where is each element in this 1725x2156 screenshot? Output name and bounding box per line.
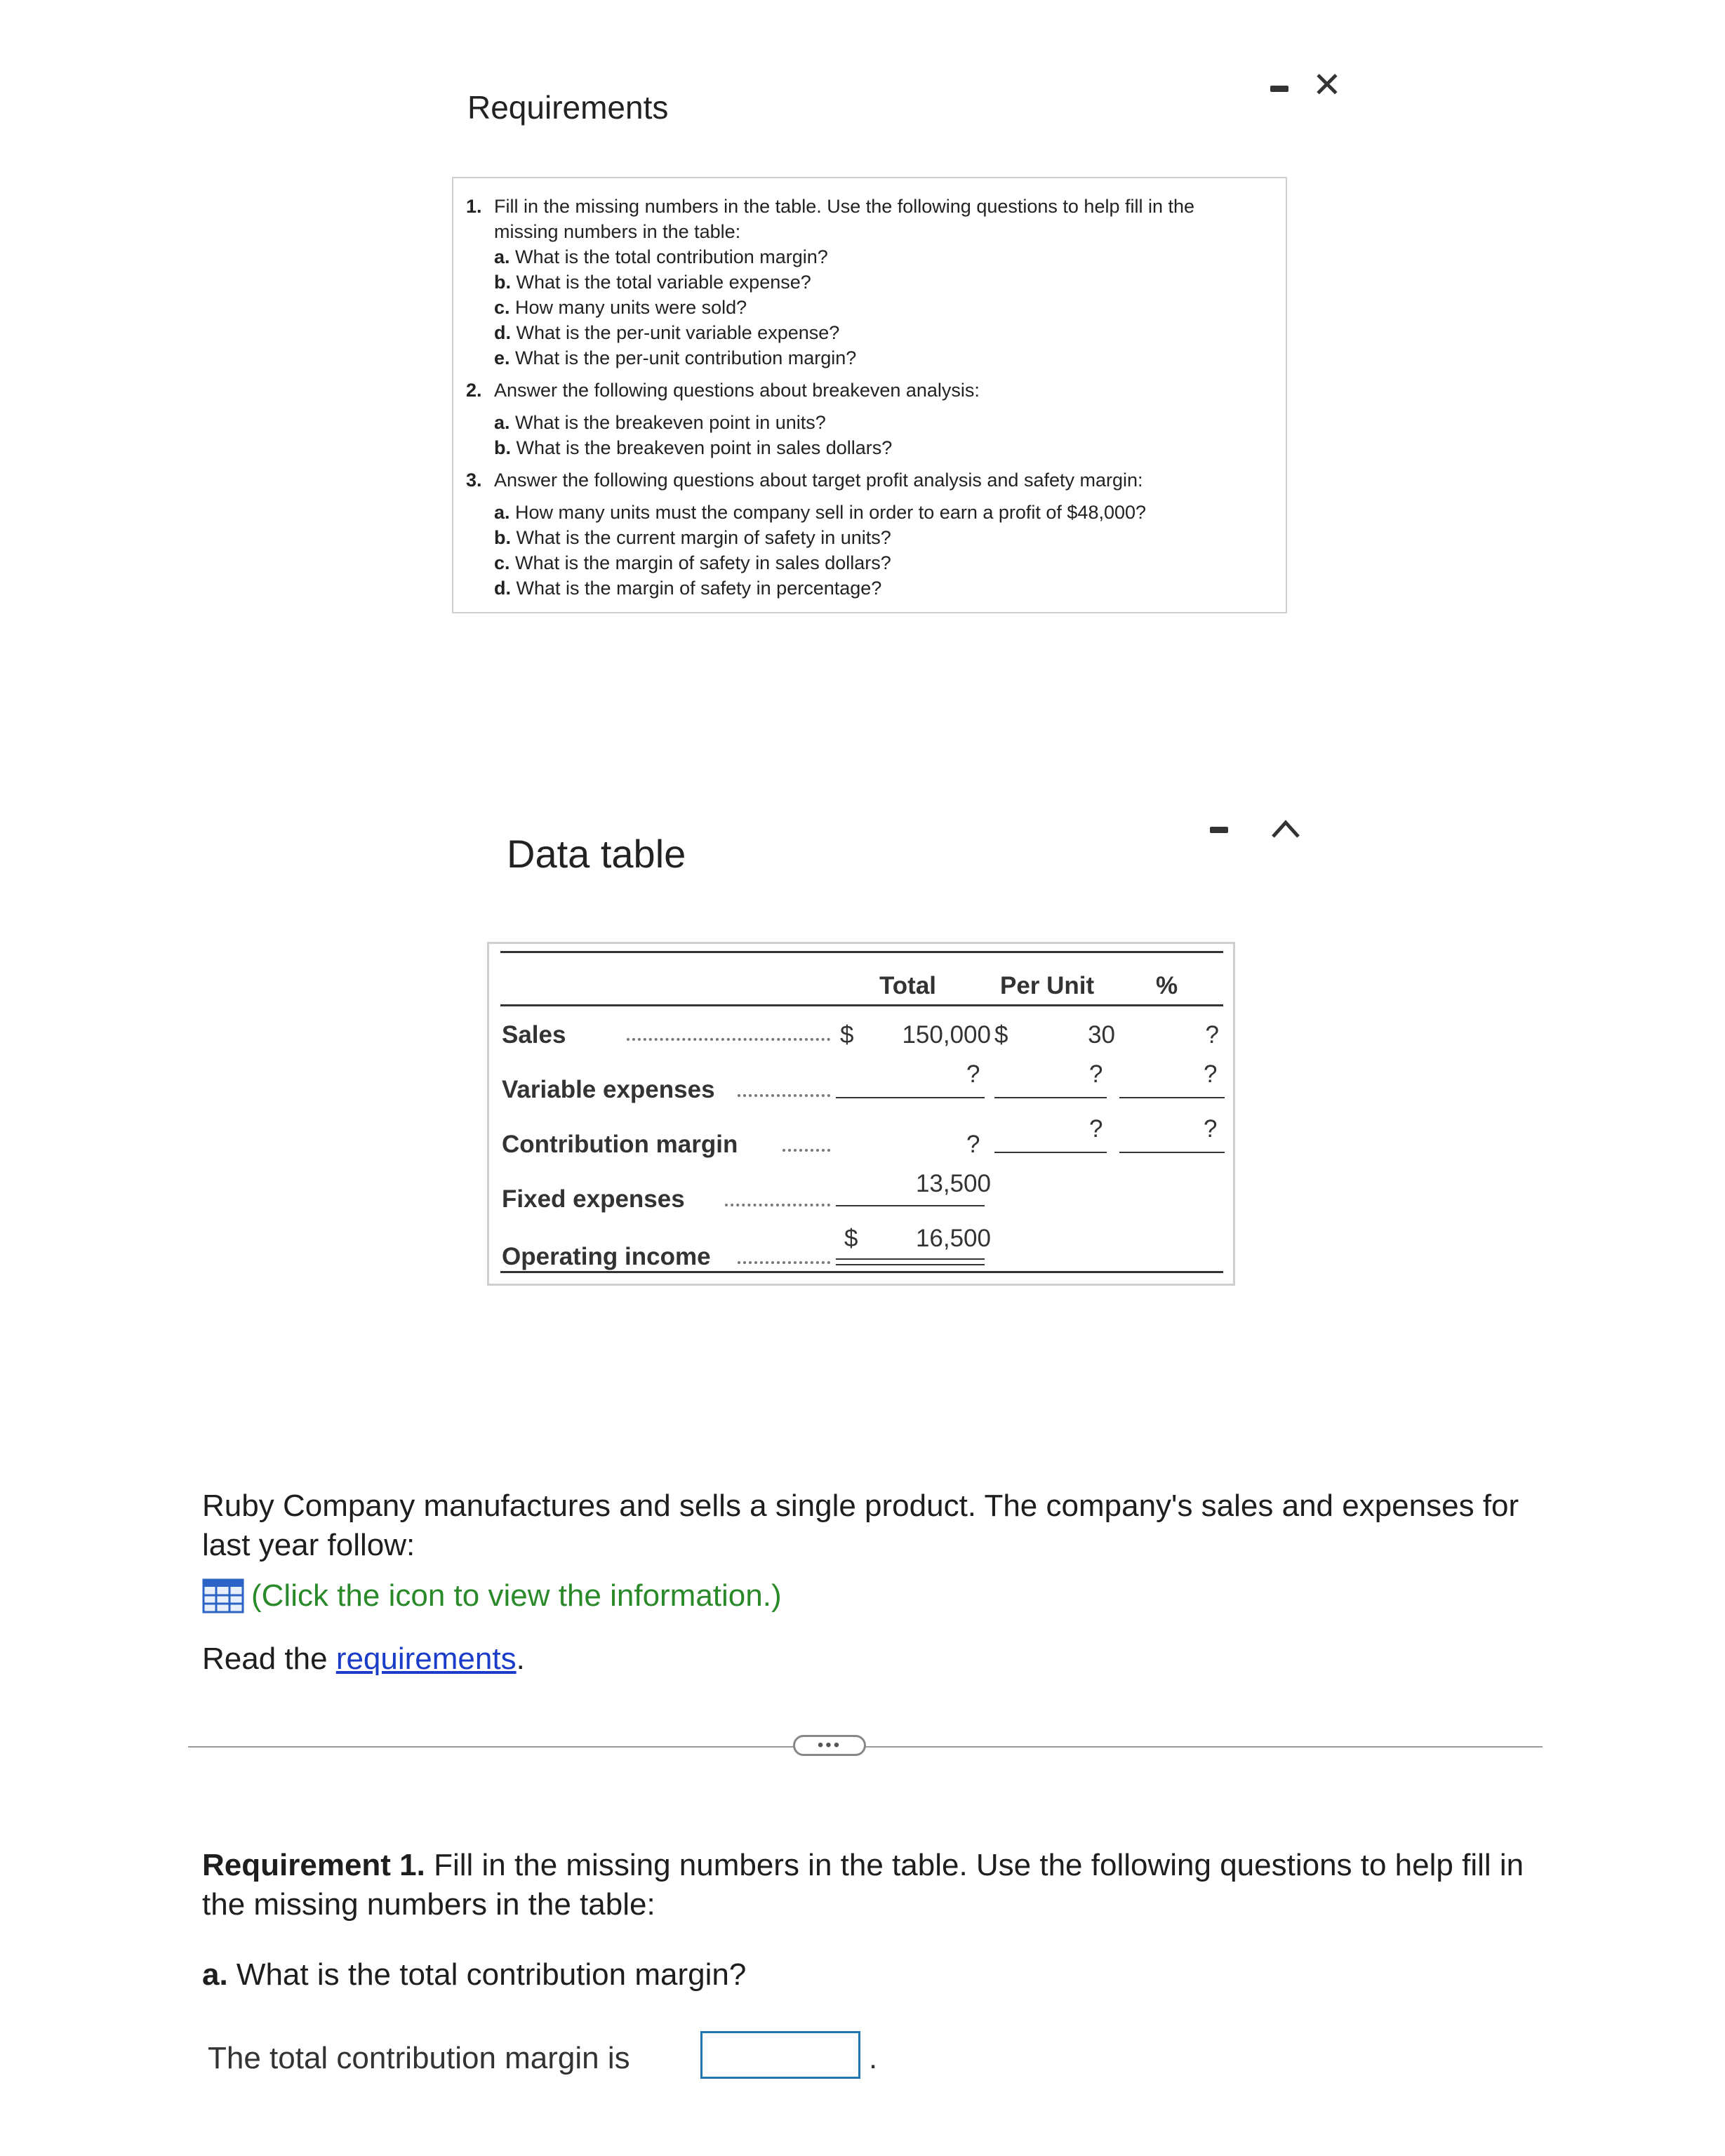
requirement-1-prompt xyxy=(202,1846,1536,1924)
requirement-subitem: d. What is the per-unit variable expense? xyxy=(494,322,840,343)
header-percent: % xyxy=(1156,972,1178,999)
row-label-fixed-expenses: Fixed expenses xyxy=(502,1185,685,1213)
requirement-number: 2. xyxy=(466,380,482,401)
sales-total: 150,000 xyxy=(902,1021,991,1049)
requirement-subitem: c. What is the margin of safety in sales dollars? xyxy=(494,552,891,573)
contribution-per-unit: ? xyxy=(1089,1115,1103,1143)
requirement-text: Fill in the missing numbers in the table. Use the following questions to help fill in the missing numbers in the table: xyxy=(494,196,1195,242)
requirement-subitem: a. What is the total contribution margin? xyxy=(494,246,828,267)
question-a-letter: a. xyxy=(202,1957,228,1992)
header-per-unit: Per Unit xyxy=(1000,972,1095,999)
requirement-text: Answer the following questions about target profit analysis and safety margin: xyxy=(494,470,1143,491)
minimize-icon[interactable] xyxy=(1270,86,1288,92)
question-a xyxy=(202,1955,746,1995)
requirement-item xyxy=(466,467,1286,493)
operating-currency: $ xyxy=(844,1225,858,1252)
requirement-subitem: c. How many units were sold? xyxy=(494,297,747,318)
requirement-number: 1. xyxy=(466,196,482,217)
data-table-title: Data table xyxy=(507,832,686,876)
requirement-1-text: Fill in the missing numbers in the table. Use the following questions to help fill in the missing numbers in the table: xyxy=(202,1848,1524,1922)
answer-suffix: . xyxy=(869,2041,878,2075)
sales-currency: $ xyxy=(840,1021,854,1049)
sales-percent: ? xyxy=(1205,1021,1219,1049)
click-info-text[interactable]: (Click the icon to view the information.) xyxy=(251,1578,782,1613)
requirement-subitem: d. What is the margin of safety in percentage? xyxy=(494,578,882,599)
operating-total: 16,500 xyxy=(915,1225,991,1252)
expand-button[interactable]: ••• xyxy=(793,1735,866,1756)
read-prefix: Read the xyxy=(202,1642,336,1676)
row-label-operating-income: Operating income xyxy=(502,1243,711,1270)
view-information-link[interactable] xyxy=(202,1576,782,1616)
row-label-variable-expenses: Variable expenses xyxy=(502,1076,715,1103)
requirement-item xyxy=(466,194,1286,244)
row-label-sales: Sales xyxy=(502,1021,566,1049)
row-label-contribution-margin: Contribution margin xyxy=(502,1131,738,1158)
variable-per-unit: ? xyxy=(1089,1060,1103,1088)
table-icon[interactable] xyxy=(202,1578,244,1613)
close-icon[interactable]: ✕ xyxy=(1312,65,1342,105)
header-total: Total xyxy=(879,972,937,999)
contribution-total: ? xyxy=(966,1131,980,1158)
sales-per-unit: 30 xyxy=(1088,1021,1115,1049)
requirement-number: 3. xyxy=(466,470,482,491)
fixed-total: 13,500 xyxy=(915,1170,991,1197)
variable-percent: ? xyxy=(1204,1060,1218,1088)
total-contribution-margin-input[interactable] xyxy=(700,2031,860,2079)
requirement-subitem: a. How many units must the company sell in order to earn a profit of $48,000? xyxy=(494,502,1147,523)
sales-per-unit-currency: $ xyxy=(994,1021,1008,1049)
data-table xyxy=(487,942,1235,1286)
variable-total: ? xyxy=(966,1060,980,1088)
requirement-text: Answer the following questions about breakeven analysis: xyxy=(494,380,980,401)
requirement-subitem: a. What is the breakeven point in units? xyxy=(494,412,826,433)
minimize-icon[interactable] xyxy=(1210,827,1228,833)
requirement-subitem: b. What is the current margin of safety in units? xyxy=(494,527,891,548)
read-requirements xyxy=(202,1639,525,1679)
question-a-text: What is the total contribution margin? xyxy=(227,1957,747,1992)
read-suffix: . xyxy=(516,1642,525,1676)
requirement-item xyxy=(466,378,1286,403)
requirement-subitem: b. What is the breakeven point in sales dollars? xyxy=(494,437,893,458)
requirements-title: Requirements xyxy=(467,89,669,126)
answer-prompt: The total contribution margin is xyxy=(208,2041,630,2075)
requirements-link[interactable]: requirements xyxy=(335,1642,517,1676)
requirements-list xyxy=(452,177,1287,613)
requirement-subitem: e. What is the per-unit contribution margin? xyxy=(494,347,857,368)
collapse-icon[interactable] xyxy=(1270,818,1301,843)
requirement-1-label: Requirement 1. xyxy=(202,1848,425,1882)
contribution-percent: ? xyxy=(1204,1115,1218,1143)
problem-intro: Ruby Company manufactures and sells a single product. The company's sales and expenses for last year follow: xyxy=(202,1489,1519,1562)
requirement-subitem: b. What is the total variable expense? xyxy=(494,272,811,293)
